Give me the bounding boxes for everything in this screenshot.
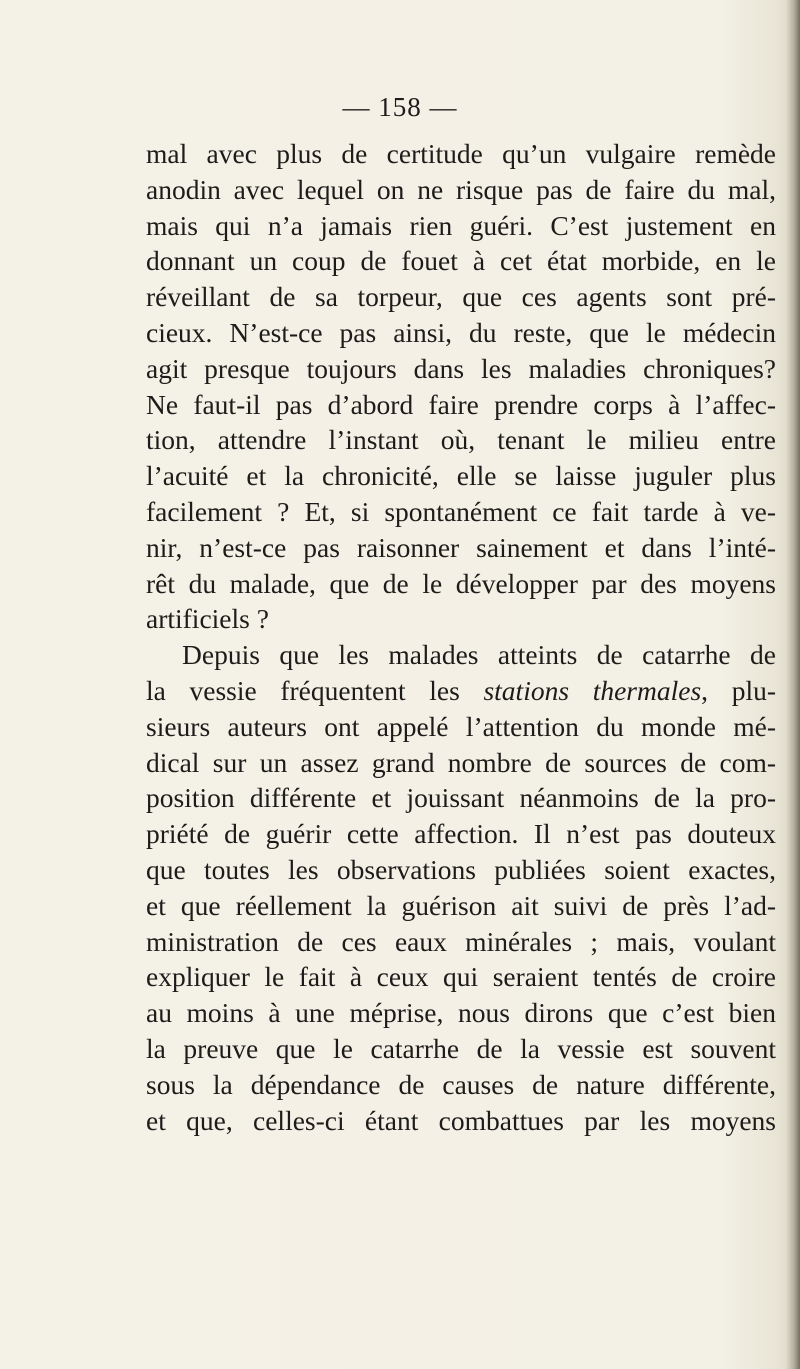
text-line: Depuis que les malades atteints de catarrhe de — [182, 639, 776, 671]
text-line: facilement ? Et, si spontanément ce fait tarde à ve- — [146, 495, 776, 527]
text-line: au moins à une méprise, nous dirons que c’est bien — [146, 997, 776, 1029]
text-line: position différente et jouissant néanmoins de la pro- — [146, 782, 776, 814]
text-line: nir, n’est-ce pas raisonner sainement et dans l’inté- — [146, 531, 776, 563]
text-line: Ne faut-il pas d’abord faire prendre corps à l’affec- — [146, 388, 776, 420]
body-text — [146, 136, 776, 1138]
text-segment: , plu- — [701, 674, 777, 706]
text-line: expliquer le fait à ceux qui seraient tentés de croire — [146, 961, 776, 993]
text-line-with-italic — [146, 673, 776, 709]
text-line: dical sur un assez grand nombre de sources de com- — [146, 746, 776, 778]
page-number: — 158 — — [342, 92, 458, 122]
text-line: mais qui n’a jamais rien guéri. C’est justement en — [146, 209, 776, 241]
text-line: que toutes les observations publiées soient exactes, — [146, 853, 776, 885]
text-line: priété de guérir cette affection. Il n’est pas douteux — [146, 818, 776, 850]
text-line: réveillant de sa torpeur, que ces agents sont pré- — [146, 281, 776, 313]
text-line: cieux. N’est-ce pas ainsi, du reste, que le médecin — [146, 316, 776, 348]
italic-phrase: stations thermales — [483, 674, 702, 706]
text-line: rêt du malade, que de le développer par des moyens — [146, 567, 776, 599]
text-line: tion, attendre l’instant où, tenant le milieu entre — [146, 424, 776, 456]
text-line: la preuve que le catarrhe de la vessie est souvent — [146, 1032, 776, 1064]
text-line: anodin avec lequel on ne risque pas de faire du mal, — [146, 173, 776, 205]
text-line: et que, celles-ci étant combattues par les moyens — [146, 1104, 776, 1136]
text-line: sieurs auteurs ont appelé l’attention du monde mé- — [146, 710, 776, 742]
text-line: mal avec plus de certitude qu’un vulgaire remède — [146, 138, 776, 169]
text-line: ministration de ces eaux minérales ; mais, voulant — [146, 925, 776, 957]
text-line: sous la dépendance de causes de nature différente, — [146, 1068, 776, 1100]
text-line: agit presque toujours dans les maladies chroniques? — [146, 352, 776, 384]
text-line: artificiels ? — [146, 603, 269, 635]
text-line: donnant un coup de fouet à cet état morbide, en le — [146, 245, 776, 277]
page-edge-shadow — [786, 0, 800, 1369]
text-line: l’acuité et la chronicité, elle se laisse juguler plus — [146, 460, 776, 492]
text-line: et que réellement la guérison ait suivi de près l’ad- — [146, 889, 776, 921]
text-segment: la vessie fréquentent les — [146, 674, 460, 706]
